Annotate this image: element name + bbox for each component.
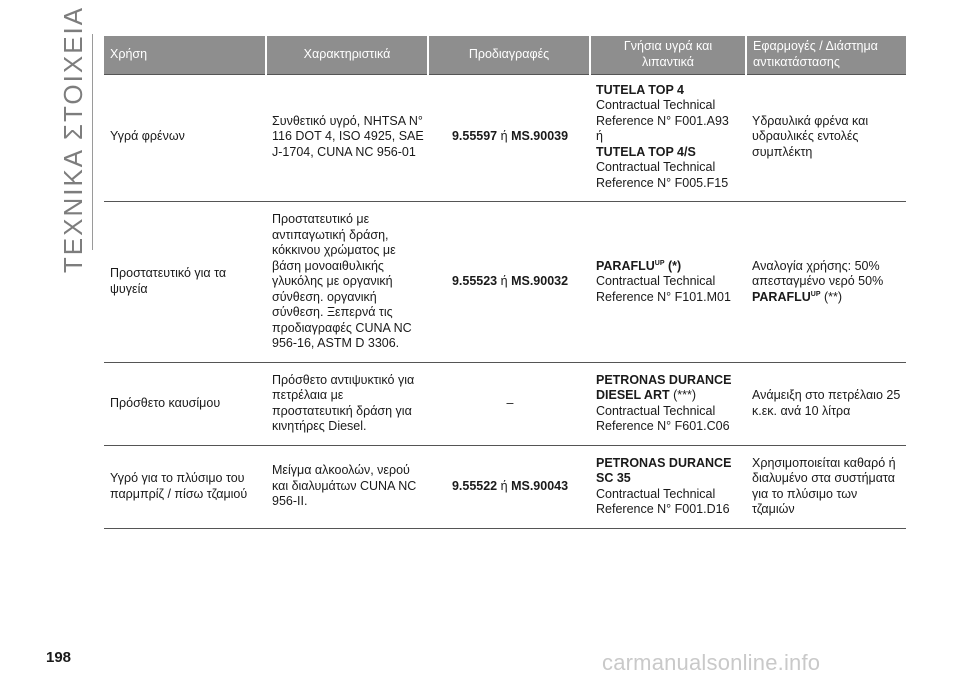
fluid-name-line bbox=[596, 373, 742, 404]
characteristics-cell: Πρόσθετο αντιψυκτικό για πετρέλαια με προστατευτική δράση για κινητήρες Diesel. bbox=[266, 362, 428, 445]
table-row bbox=[104, 362, 906, 445]
fluid-cell bbox=[590, 362, 746, 445]
header-characteristics: Χαρακτηριστικά bbox=[266, 36, 428, 74]
fluid-reference: Contractual Technical Reference N° F601.C06 bbox=[596, 403, 730, 433]
application-product-note: (**) bbox=[820, 289, 843, 304]
fluid-name-line bbox=[596, 259, 742, 275]
specification-cell bbox=[428, 202, 590, 363]
fluid-reference: Contractual Technical Reference N° F001.A93 bbox=[596, 98, 729, 128]
fluids-spec-table bbox=[104, 36, 906, 529]
fluid-name-note: (*) bbox=[664, 258, 682, 273]
header-fluids: Γνήσια υγρά και λιπαντικά bbox=[590, 36, 746, 74]
fluid-reference: Contractual Technical Reference N° F005.F15 bbox=[596, 160, 729, 190]
application-cell bbox=[746, 202, 906, 363]
fluid-cell bbox=[590, 74, 746, 202]
spec-or: ή bbox=[500, 129, 508, 143]
usage-cell: Πρόσθετο καυσίμου bbox=[104, 362, 266, 445]
spec-code: 9.55522 bbox=[451, 478, 498, 493]
spec-code: 9.55523 bbox=[451, 274, 498, 288]
fluid-cell bbox=[590, 445, 746, 528]
fluid-name: TUTELA TOP 4/S bbox=[596, 144, 696, 159]
fluid-name: PARAFLU bbox=[596, 258, 655, 273]
fluid-name: PETRONAS DURANCE SC 35 bbox=[596, 455, 732, 485]
application-product-superscript: UP bbox=[810, 290, 821, 298]
usage-cell: Υγρά φρένων bbox=[104, 74, 266, 202]
fluid-name: PETRONAS DURANCE DIESEL ART bbox=[596, 372, 732, 402]
table-row bbox=[104, 74, 906, 202]
table-row bbox=[104, 445, 906, 528]
section-title bbox=[54, 5, 94, 273]
spec-code: MS.90032 bbox=[511, 274, 569, 288]
fluid-name-note: (***) bbox=[669, 388, 697, 402]
header-row bbox=[104, 36, 906, 74]
application-cell: Χρησιμοποιείται καθαρό ή διαλυμένο στα συστήματα για το πλύσιμο των τζαμιών bbox=[746, 445, 906, 528]
characteristics-cell: Συνθετικό υγρό, NHTSA N° 116 DOT 4, ISO 4925, SAE J-1704, CUNA NC 956-01 bbox=[266, 74, 428, 202]
application-text: Αναλογία χρήσης: 50% απεσταγμένο νερό 50% bbox=[752, 258, 884, 288]
section-title-text: ΤΕΧΝΙΚΑ ΣΤΟΙΧΕΙΑ bbox=[58, 5, 89, 273]
application-product-name: PARAFLU bbox=[752, 289, 811, 304]
fluid-name: TUTELA TOP 4 bbox=[596, 82, 684, 97]
application-product-line bbox=[752, 290, 902, 306]
fluid-cell bbox=[590, 202, 746, 363]
watermark: carmanualsonline.info bbox=[602, 650, 821, 675]
spec-or: ή bbox=[500, 478, 508, 493]
spec-code: MS.90039 bbox=[511, 129, 569, 143]
header-usage: Χρήση bbox=[104, 36, 266, 74]
fluid-reference: Contractual Technical Reference N° F001.D16 bbox=[596, 486, 730, 516]
specification-cell bbox=[428, 74, 590, 202]
header-application: Εφαρμογές / Διάστημα αντικατάστασης bbox=[746, 36, 906, 74]
fluid-name-superscript: UP bbox=[654, 259, 665, 267]
spec-or: ή bbox=[500, 274, 508, 288]
spec-dash: – bbox=[506, 395, 514, 410]
page-number: 198 bbox=[46, 649, 72, 666]
characteristics-cell: Προστατευτικό με αντιπαγωτική δράση, κόκκινου χρώματος με βάση μονοαιθυλικής γλυκόλης με οργανική σύνθεση. οργανική σύνθεση. Ξεπερνά τις προδιαγραφές CUNA NC 956-16, ASTM D 3306. bbox=[266, 202, 428, 363]
application-cell: Υδραυλικά φρένα και υδραυλικές εντολές συμπλέκτη bbox=[746, 74, 906, 202]
specification-cell bbox=[428, 362, 590, 445]
usage-cell: Υγρό για το πλύσιμο του παρμπρίζ / πίσω τζαμιού bbox=[104, 445, 266, 528]
specification-cell bbox=[428, 445, 590, 528]
table-body bbox=[104, 74, 906, 528]
table-row bbox=[104, 202, 906, 363]
application-cell: Ανάμειξη στο πετρέλαιο 25 κ.εκ. ανά 10 λίτρα bbox=[746, 362, 906, 445]
table-header bbox=[104, 36, 906, 74]
header-specifications: Προδιαγραφές bbox=[428, 36, 590, 74]
characteristics-cell: Μείγμα αλκοολών, νερού και διαλυμάτων CUNA NC 956-II. bbox=[266, 445, 428, 528]
fluid-reference: Contractual Technical Reference N° F101.M01 bbox=[596, 274, 731, 304]
section-divider bbox=[92, 34, 93, 250]
fluid-or: ή bbox=[596, 129, 603, 143]
spec-code: 9.55597 bbox=[451, 129, 498, 143]
usage-cell: Προστατευτικό για τα ψυγεία bbox=[104, 202, 266, 363]
spec-code: MS.90043 bbox=[511, 478, 569, 493]
